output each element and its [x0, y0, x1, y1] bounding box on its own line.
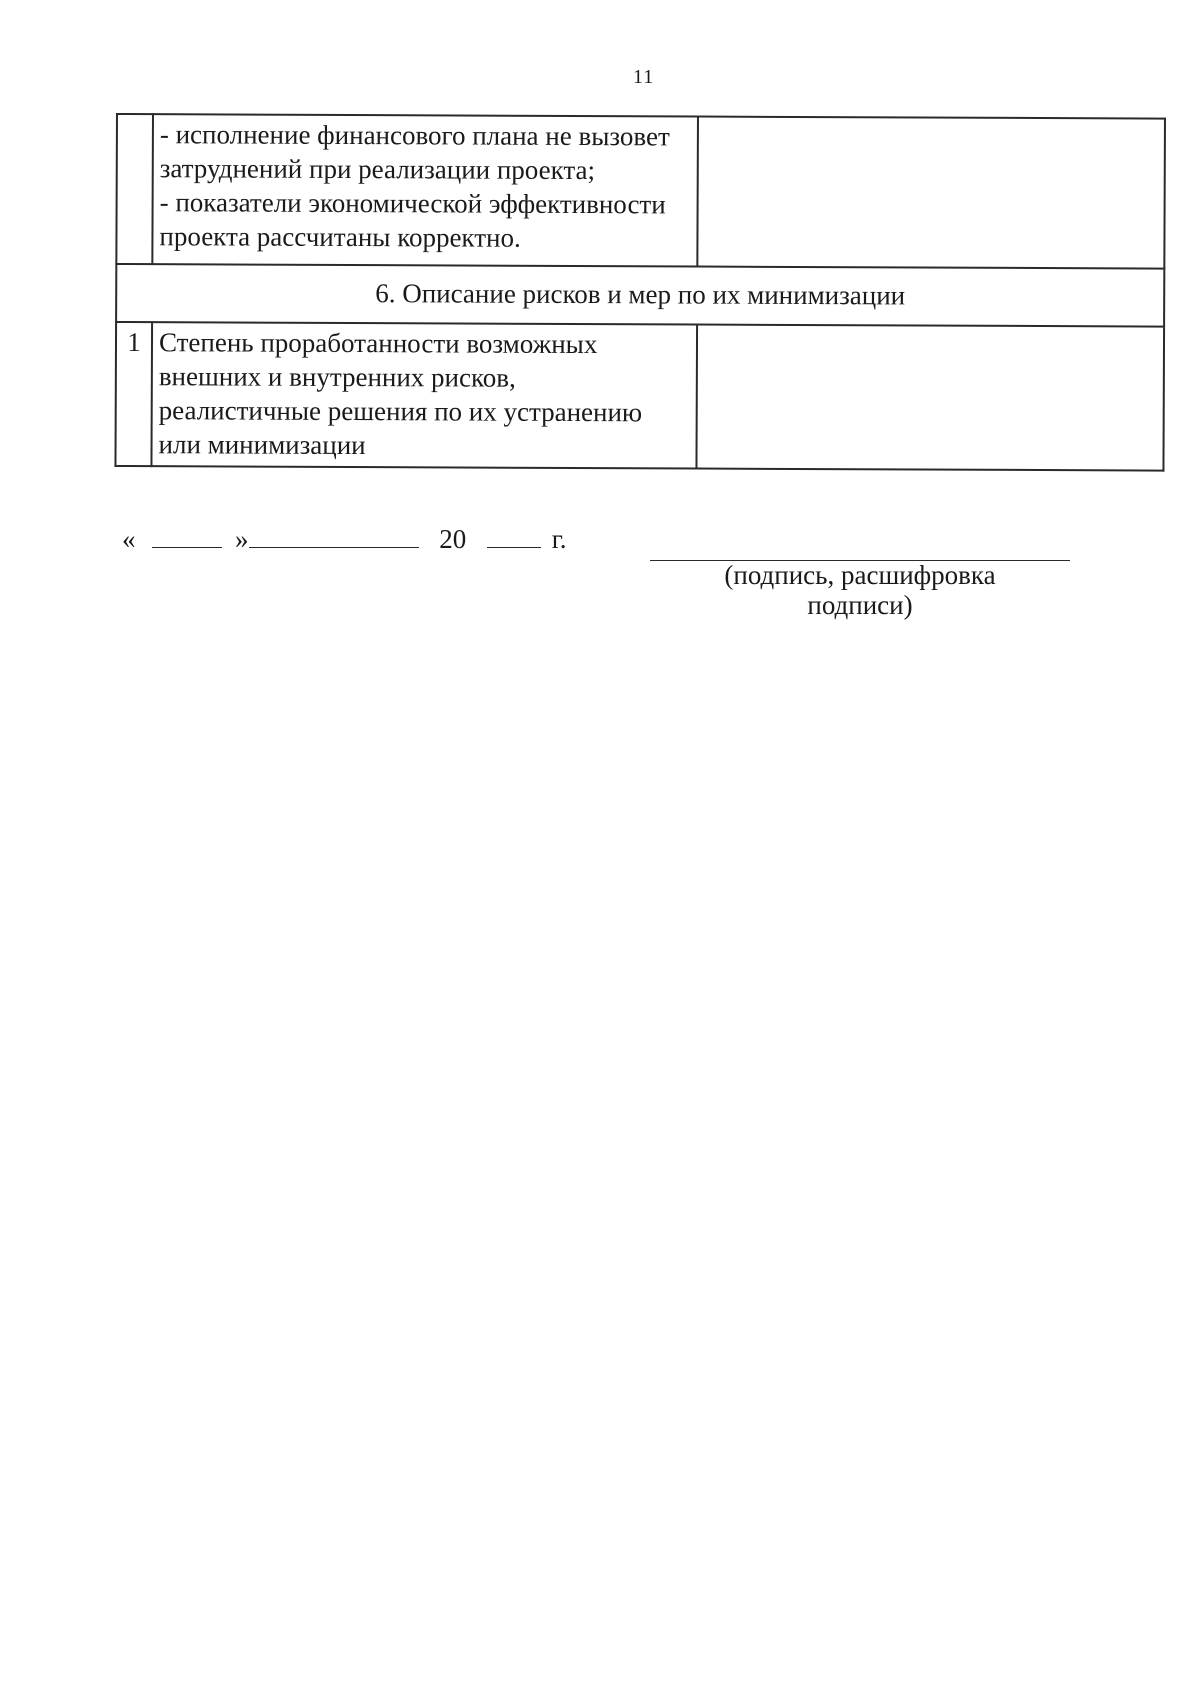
- date-line: [122, 523, 567, 555]
- year-blank[interactable]: [487, 523, 541, 548]
- signature-field[interactable]: [650, 520, 1070, 561]
- criteria-line: затруднений при реализации проекта;: [159, 153, 596, 186]
- row-number-cell: [116, 114, 153, 264]
- day-blank[interactable]: [152, 523, 222, 548]
- table-row: [115, 322, 1164, 471]
- signature-caption-line: (подпись, расшифровка: [724, 560, 996, 590]
- criteria-line: реалистичные решения по их устранению: [158, 395, 643, 428]
- row-number-cell: 1: [115, 322, 152, 466]
- table-row: [116, 114, 1165, 269]
- year-prefix: 20: [439, 524, 467, 554]
- evaluation-table: [114, 113, 1166, 472]
- year-suffix: г.: [551, 524, 567, 554]
- section-header: 6. Описание рисков и мер по их минимизации: [116, 264, 1164, 327]
- criteria-line: внешних и внутренних рисков,: [158, 361, 516, 393]
- signature-caption-line: подписи): [807, 590, 913, 620]
- section-header-row: [116, 264, 1164, 327]
- evaluation-cell[interactable]: [696, 325, 1164, 471]
- page-number: 11: [633, 66, 655, 88]
- criteria-line: Степень проработанности возможных: [158, 327, 598, 360]
- criteria-cell: [152, 114, 698, 266]
- criteria-line: - показатели экономической эффективности: [159, 187, 666, 220]
- open-quote: «: [122, 524, 136, 554]
- close-quote: »: [235, 524, 249, 554]
- month-blank[interactable]: [249, 523, 419, 548]
- criteria-line: - исполнение финансового плана не вызовет: [159, 119, 670, 152]
- criteria-line: или минимизации: [158, 429, 366, 461]
- signature-caption: [700, 560, 1020, 620]
- evaluation-cell[interactable]: [697, 117, 1165, 269]
- criteria-line: проекта рассчитаны корректно.: [159, 221, 521, 253]
- criteria-cell: [151, 322, 697, 468]
